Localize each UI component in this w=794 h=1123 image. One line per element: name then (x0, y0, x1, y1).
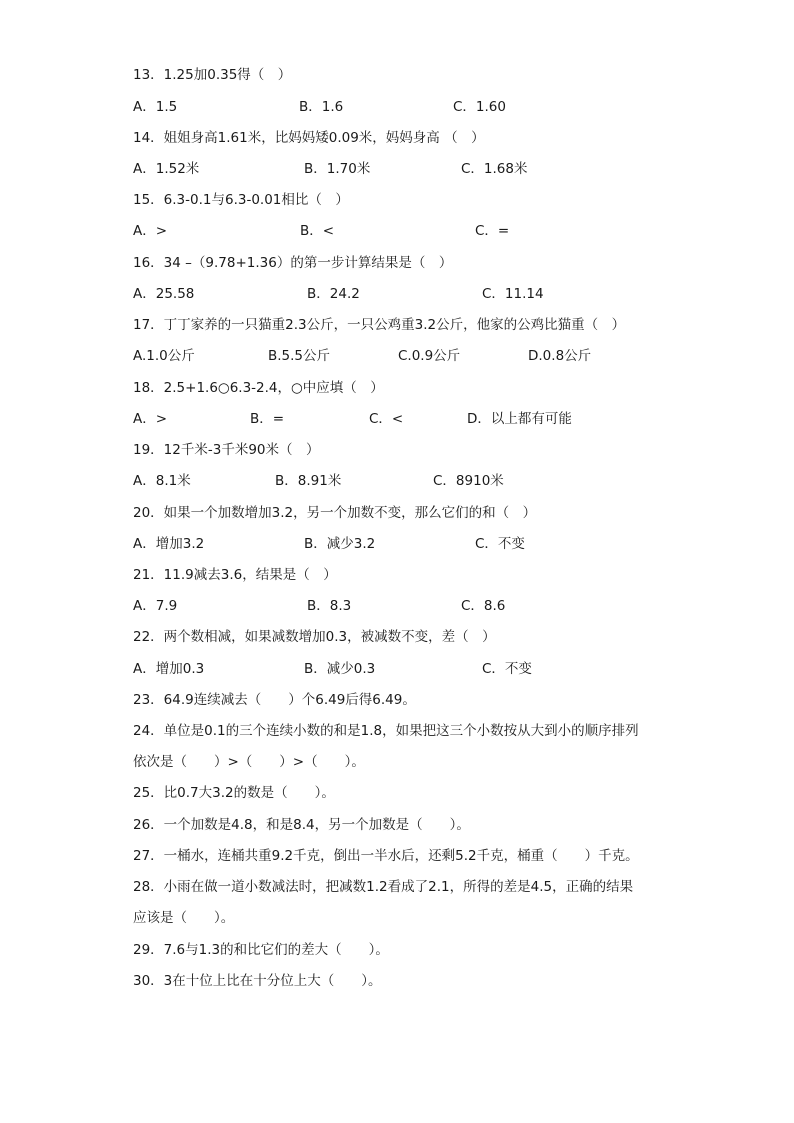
option-17-d: D.0.8公斤 (528, 348, 592, 364)
option-17-a: A.1.0公斤 (133, 348, 195, 364)
question-19: 19．12千米-3千米90米（ ） (133, 442, 320, 458)
option-20-b: B．减少3.2 (304, 536, 376, 552)
option-20-c: C．不变 (475, 536, 525, 552)
option-21-b: B．8.3 (307, 598, 352, 614)
question-28: 28．小雨在做一道小数减法时，把减数1.2看成了2.1，所得的差是4.5，正确的结果 (133, 879, 634, 895)
option-18-c: C．< (369, 411, 404, 427)
option-19-c: C．8910米 (433, 473, 504, 489)
option-16-c: C．11.14 (482, 286, 544, 302)
question-24-continued: 依次是（ ）>（ ）>（ ）。 (133, 754, 365, 770)
option-15-b: B．< (300, 223, 335, 239)
question-30: 30．3在十位上比在十分位上大（ ）。 (133, 973, 382, 989)
option-21-c: C．8.6 (461, 598, 506, 614)
option-16-a: A．25.58 (133, 286, 195, 302)
question-20: 20．如果一个加数增加3.2，另一个加数不变，那么它们的和（ ） (133, 505, 537, 521)
option-15-c: C．= (475, 223, 510, 239)
option-22-b: B．减少0.3 (304, 661, 376, 677)
question-17: 17．丁丁家养的一只猫重2.3公斤，一只公鸡重3.2公斤，他家的公鸡比猫重（ ） (133, 317, 626, 333)
option-22-a: A．增加0.3 (133, 661, 205, 677)
option-19-a: A．8.1米 (133, 473, 191, 489)
question-28-continued: 应该是（ ）。 (133, 910, 235, 926)
question-16: 16．34 –（9.78+1.36）的第一步计算结果是（ ） (133, 255, 453, 271)
question-13: 13．1.25加0.35得（ ） (133, 67, 292, 83)
question-25: 25．比0.7大3.2的数是（ ）。 (133, 785, 335, 801)
option-18-d: D．以上都有可能 (467, 411, 572, 427)
option-13-a: A．1.5 (133, 99, 178, 115)
option-21-a: A．7.9 (133, 598, 178, 614)
question-15: 15．6.3-0.1与6.3-0.01相比（ ） (133, 192, 349, 208)
option-20-a: A．增加3.2 (133, 536, 205, 552)
question-14: 14．姐姐身高1.61米，比妈妈矮0.09米，妈妈身高 （ ） (133, 130, 485, 146)
option-13-c: C．1.60 (453, 99, 506, 115)
option-15-a: A．> (133, 223, 168, 239)
question-22: 22．两个数相减，如果减数增加0.3，被减数不变，差（ ） (133, 629, 496, 645)
question-23: 23．64.9连续减去（ ）个6.49后得6.49。 (133, 692, 416, 708)
question-29: 29．7.6与1.3的和比它们的差大（ ）。 (133, 942, 389, 958)
option-14-b: B．1.70米 (304, 161, 371, 177)
option-18-b: B．= (250, 411, 285, 427)
question-21: 21．11.9减去3.6，结果是（ ） (133, 567, 337, 583)
question-26: 26．一个加数是4.8，和是8.4，另一个加数是（ ）。 (133, 817, 470, 833)
option-14-c: C．1.68米 (461, 161, 528, 177)
option-17-b: B.5.5公斤 (268, 348, 331, 364)
question-24: 24．单位是0.1的三个连续小数的和是1.8，如果把这三个小数按从大到小的顺序排列 (133, 723, 639, 739)
option-22-c: C．不变 (482, 661, 532, 677)
option-19-b: B．8.91米 (275, 473, 342, 489)
option-14-a: A．1.52米 (133, 161, 200, 177)
option-18-a: A．> (133, 411, 168, 427)
option-17-c: C.0.9公斤 (398, 348, 461, 364)
option-16-b: B．24.2 (307, 286, 360, 302)
option-13-b: B．1.6 (299, 99, 344, 115)
question-27: 27．一桶水，连桶共重9.2千克，倒出一半水后，还剩5.2千克，桶重（ ）千克。 (133, 848, 639, 864)
question-18: 18．2.5+1.6○6.3-2.4，○中应填（ ） (133, 380, 384, 396)
